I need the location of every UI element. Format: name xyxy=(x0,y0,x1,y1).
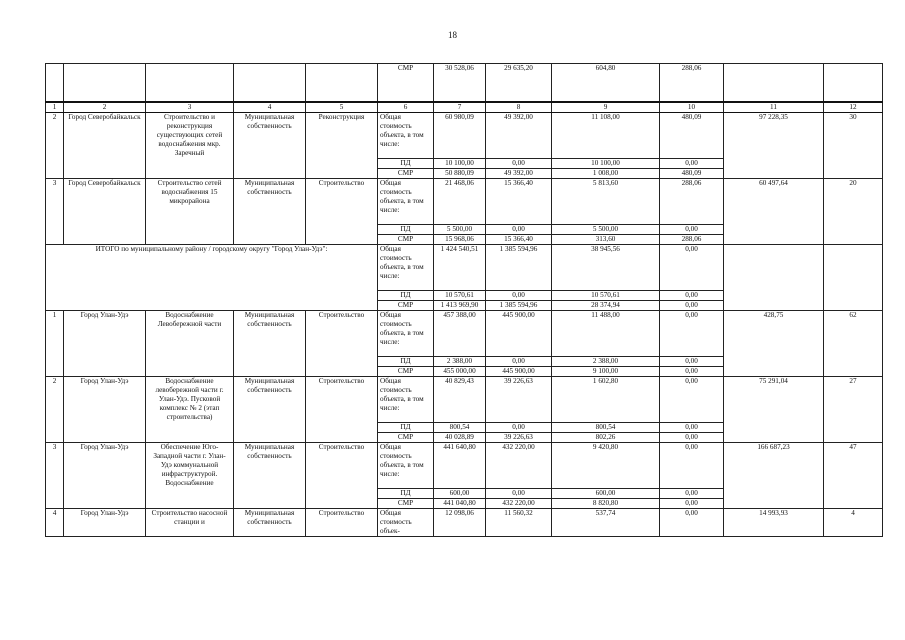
column-number-row xyxy=(46,102,883,113)
total-row: ИТОГО по муниципальному району / городскому округу "Город Улан-Удэ": Общая стоимость объекта, в том числе: 1 424 540,51 1 385 594,96 38 945,56 0,00 xyxy=(46,244,883,290)
col-header: 12 xyxy=(824,102,883,113)
table-row: 3 Город Улан-Удэ Обеспечение Юго-Западной части г. Улан-Удэ коммунальной инфраструктурой. Водоснабжение Муниципальная собственность Строительство Общая стоимость объекта, в том числе: 441 640,80 432 220,00 9 420,80 0,00 166 687,23 47 xyxy=(46,442,883,488)
col-header: 5 xyxy=(306,102,378,113)
col-header: 10 xyxy=(660,102,724,113)
table-row: ПД 10 100,00 0,00 10 100,00 0,00 xyxy=(46,158,883,168)
table-row: ПД 800,54 0,00 800,54 0,00 xyxy=(46,422,883,432)
col-header: 2 xyxy=(64,102,146,113)
table-row: СМР 30 528,06 29 635,20 604,80 288,06 xyxy=(46,64,883,102)
investment-table xyxy=(45,63,883,537)
col-header: 11 xyxy=(724,102,824,113)
col-header: 1 xyxy=(46,102,64,113)
table-row: 3 Город Северобайкальск Строительство сетей водоснабжения 15 микрорайона Муниципальная собственность Строительство Общая стоимость объекта, в том числе: 21 468,06 15 366,40 5 813,60 288,06 60 497,64 20 xyxy=(46,178,883,224)
table-row: 2 Город Северобайкальск Строительство и реконструкция существующих сетей водоснабжения мкр. Заречный Муниципальная собственность Реконструкция Общая стоимость объекта, в том числе: 60 980,09 49 392,00 11 108,00 480,09 97 228,35 30 xyxy=(46,112,883,158)
table-row: СМР 441 040,80 432 220,00 8 820,80 0,00 xyxy=(46,498,883,508)
table-row: СМР 40 028,89 39 226,63 802,26 0,00 xyxy=(46,432,883,442)
table-row: СМР 15 968,06 15 366,40 313,60 288,06 xyxy=(46,234,883,244)
col-header: 4 xyxy=(234,102,306,113)
table-row: СМР 455 000,00 445 900,00 9 100,00 0,00 xyxy=(46,366,883,376)
table-row: 1 Город Улан-Удэ Водоснабжение Левобережной части Муниципальная собственность Строительство Общая стоимость объекта, в том числе: 457 388,00 445 900,00 11 488,00 0,00 428,75 62 xyxy=(46,310,883,356)
table-row: СМР 50 880,09 49 392,00 1 008,00 480,09 xyxy=(46,168,883,178)
table-row: ПД 600,00 0,00 600,00 0,00 xyxy=(46,488,883,498)
table-row: ПД 5 500,00 0,00 5 500,00 0,00 xyxy=(46,224,883,234)
total-row: ПД 10 570,61 0,00 10 570,61 0,00 xyxy=(46,290,883,300)
col-header: 8 xyxy=(486,102,552,113)
col-header: 9 xyxy=(552,102,660,113)
col-header: 6 xyxy=(378,102,434,113)
table-row: 2 Город Улан-Удэ Водоснабжение левобережной части г. Улан-Удэ. Пусковой комплекс № 2 (этап строительства) Муниципальная собственность Строительство Общая стоимость объекта, в том числе: 40 829,43 39 226,63 1 602,80 0,00 75 291,04 27 xyxy=(46,376,883,422)
col-header: 3 xyxy=(146,102,234,113)
table-row: 4 Город Улан-Удэ Строительство насосной станции и Муниципальная собственность Строительство Общая стоимость объек- 12 098,06 11 560,32 537,74 0,00 14 993,93 4 xyxy=(46,508,883,536)
col-header: 7 xyxy=(434,102,486,113)
table-row: ПД 2 388,00 0,00 2 388,00 0,00 xyxy=(46,356,883,366)
page-number: 18 xyxy=(448,30,457,40)
total-row: СМР 1 413 969,90 1 385 594,96 28 374,94 0,00 xyxy=(46,300,883,310)
total-label: ИТОГО по муниципальному району / городскому округу "Город Улан-Удэ": xyxy=(46,244,378,310)
